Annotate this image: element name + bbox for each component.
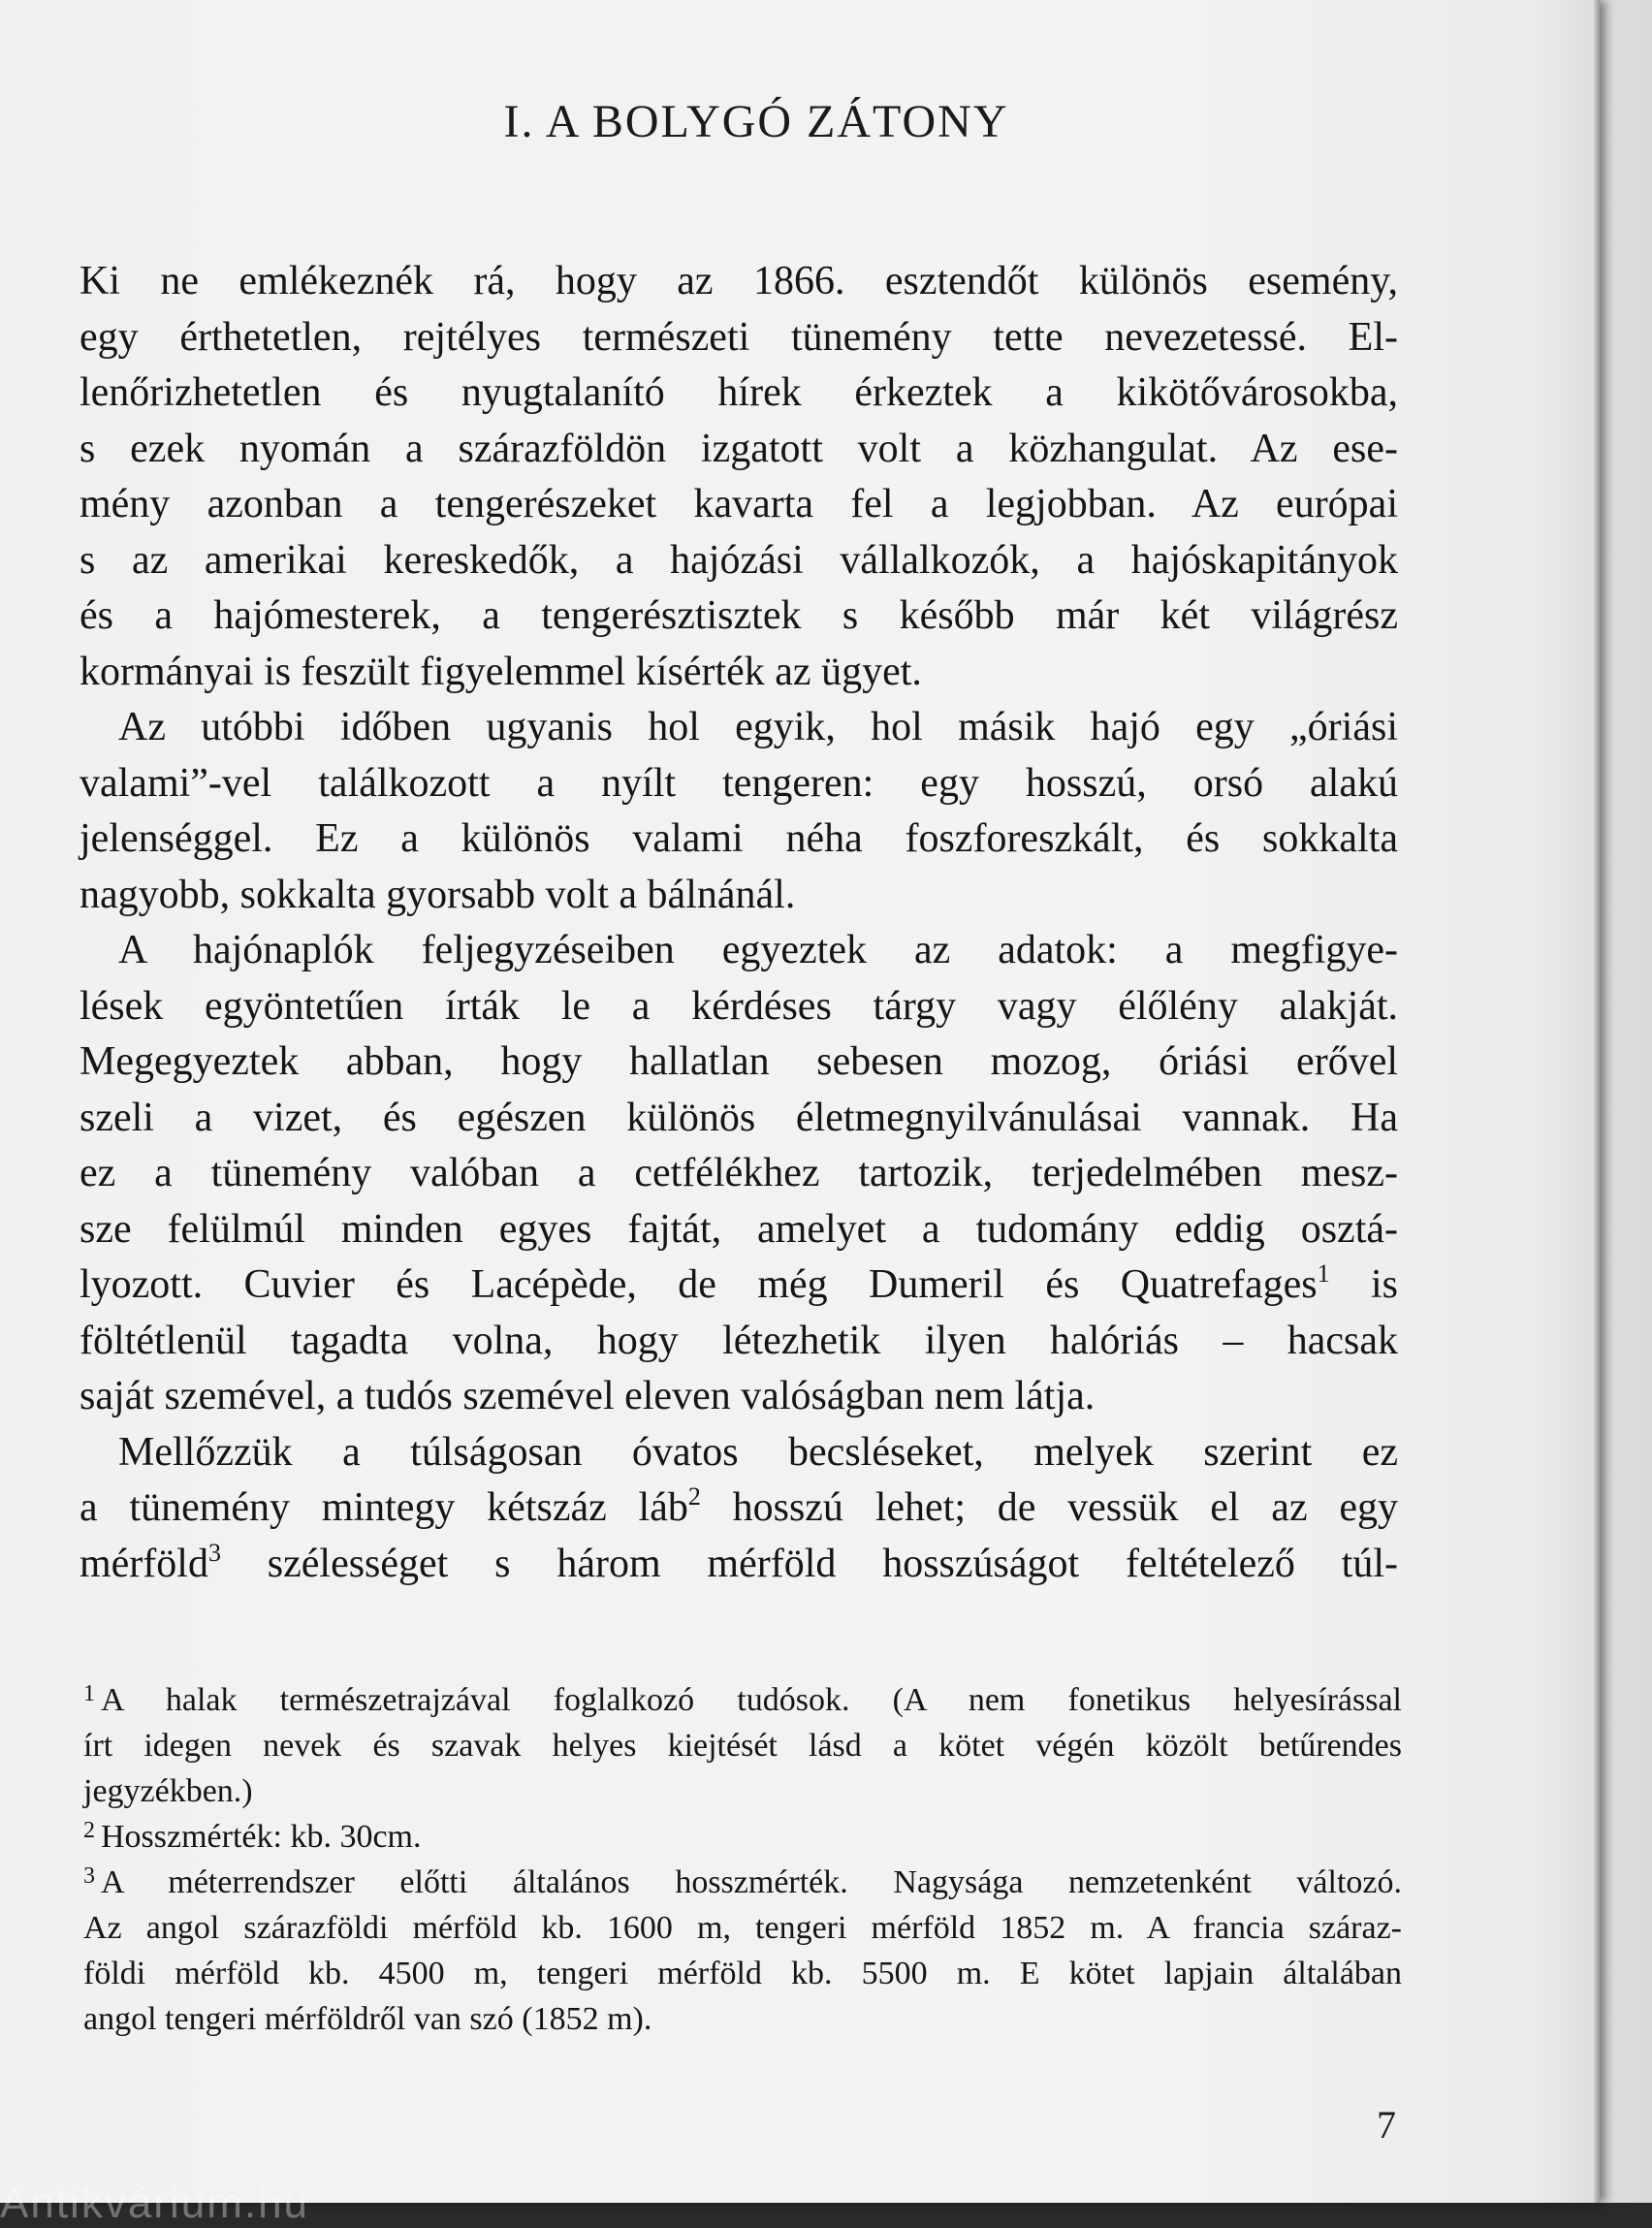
footnotes — [83, 1677, 1402, 2042]
text-line: kormányai is feszült figyelemmel kísérték az ügyet. — [79, 649, 922, 694]
text-line: Megegyeztek abban, hogy hallatlan sebesen mozog, óriási erővel — [79, 1039, 1398, 1084]
text-line: s ezek nyomán a szárazföldön izgatott volt a közhangulat. Az ese- — [79, 426, 1398, 471]
line-text: hosszú lehet; de vessük el az egy — [700, 1485, 1398, 1530]
watermark: Antikvárium.hu — [0, 2180, 310, 2227]
text-line: Mellőzzük a túlságosan óvatos becsléseket, melyek szerint ez — [118, 1429, 1398, 1475]
footnote-line: földi mérföld kb. 4500 m, tengeri mérföld kb. 5500 m. E kötet lapjain általában — [83, 1956, 1402, 1991]
footnote-text: Hosszmérték: kb. 30cm. — [101, 1819, 422, 1855]
text-line: jelenséggel. Ez a különös valami néha foszforeszkált, és sokkalta — [79, 816, 1398, 861]
text-line: valami”-vel találkozott a nyílt tengeren: egy hosszú, orsó alakú — [79, 760, 1398, 806]
text-line: ez a tünemény valóban a cetfélékhez tartozik, terjedelmében mesz- — [79, 1151, 1398, 1195]
paragraph-3 — [79, 923, 1398, 1425]
page-edge — [1594, 0, 1600, 2203]
footnote-line: írt idegen nevek és szavak helyes kiejtését lásd a kötet végén közölt betűrendes — [83, 1728, 1402, 1764]
text-line-with-footnote — [79, 1480, 1398, 1537]
line-text: a tünemény mintegy kétszáz láb — [79, 1485, 688, 1530]
text-line: föltétlenül tagadta volna, hogy létezhetik ilyen halóriás – hacsak — [79, 1318, 1398, 1363]
chapter-title: I. A BOLYGÓ ZÁTONY — [503, 96, 1009, 147]
text-line: Ki ne emlékeznék rá, hogy az 1866. esztendőt különös esemény, — [79, 259, 1398, 303]
text-line: nagyobb, sokkalta gyorsabb volt a bálnánál. — [79, 872, 796, 917]
footnote-line: Az angol szárazföldi mérföld kb. 1600 m, tengeri mérföld 1852 m. A francia száraz- — [83, 1910, 1402, 1946]
body-text — [79, 254, 1398, 1592]
footnote-2 — [83, 1814, 1402, 1860]
footnote-mark: 2 — [83, 1818, 95, 1843]
line-text: is — [1329, 1262, 1398, 1307]
text-line: s az amerikai kereskedők, a hajózási vállalkozók, a hajóskapitányok — [79, 537, 1398, 583]
footnote-line: jegyzékben.) — [83, 1773, 253, 1809]
footnote-1 — [83, 1677, 1402, 1814]
text-line: A hajónaplók feljegyzéseiben egyeztek az adatok: a megfigye- — [118, 928, 1398, 972]
page-number: 7 — [1377, 2103, 1396, 2147]
footnote-line — [83, 1814, 1402, 1860]
text-line: lenőrizhetetlen és nyugtalanító hírek érkeztek a kikötővárosokba, — [79, 370, 1398, 415]
text-line: és a hajómesterek, a tengerésztisztek s később már két világrész — [79, 593, 1398, 638]
footnote-3 — [83, 1860, 1402, 2042]
footnote-ref-3: 3 — [207, 1538, 221, 1567]
text-line: egy érthetetlen, rejtélyes természeti tünemény tette nevezetessé. El- — [79, 314, 1398, 360]
footnote-ref-2: 2 — [687, 1482, 701, 1511]
text-line: saját szemével, a tudós szemével eleven valóságban nem látja. — [79, 1374, 1096, 1418]
footnote-ref-1: 1 — [1317, 1259, 1330, 1288]
line-text: szélességet s három mérföld hosszúságot feltételező túl- — [220, 1541, 1398, 1586]
paragraph-1 — [79, 254, 1398, 700]
text-line: lések egyöntetűen írták le a kérdéses tárgy vagy élőlény alakját. — [79, 983, 1398, 1029]
paragraph-2 — [79, 700, 1398, 923]
footnote-line — [83, 1860, 1402, 1905]
line-text: mérföld — [79, 1541, 208, 1586]
text-line-with-footnote — [79, 1257, 1398, 1314]
line-text: lyozott. Cuvier és Lacépède, de még Dumeril és Quatrefages — [79, 1262, 1318, 1307]
footnote-line: angol tengeri mérföldről van szó (1852 m). — [83, 2001, 652, 2037]
footnote-line — [83, 1677, 1402, 1723]
text-line: mény azonban a tengerészeket kavarta fel a legjobban. Az európai — [79, 482, 1398, 526]
footnote-mark: 3 — [83, 1863, 95, 1889]
footnote-text: A halak természetrajzával foglalkozó tudósok. (A nem fonetikus helyesírással — [101, 1682, 1402, 1718]
text-line: szeli a vizet, és egészen különös életmegnyilvánulásai vannak. Ha — [79, 1095, 1398, 1140]
text-line: Az utóbbi időben ugyanis hol egyik, hol másik hajó egy „óriási — [118, 705, 1398, 749]
footnote-text: A méterrendszer előtti általános hosszmérték. Nagysága nemzetenként változó. — [101, 1864, 1402, 1900]
paragraph-4 — [79, 1425, 1398, 1593]
footnote-mark: 1 — [83, 1681, 95, 1706]
text-line: sze felülmúl minden egyes fajtát, amelyet a tudomány eddig osztá- — [79, 1206, 1398, 1252]
text-line-with-footnote — [79, 1537, 1398, 1593]
